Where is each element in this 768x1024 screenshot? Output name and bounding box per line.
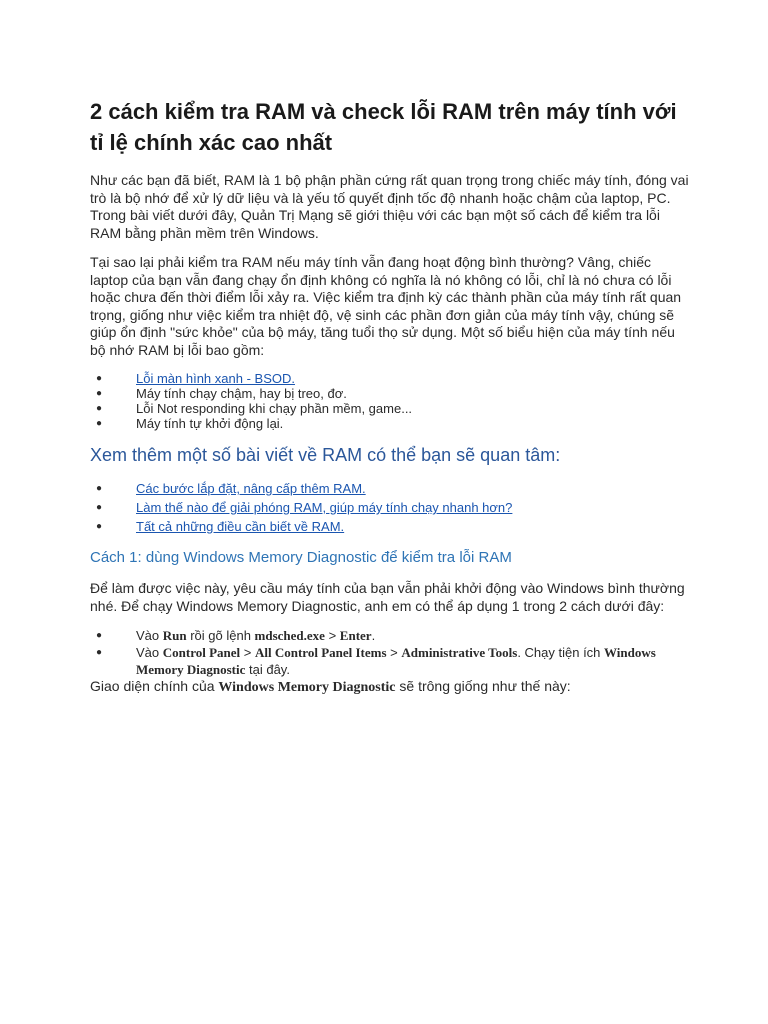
list-item [90, 479, 690, 498]
enter-label: Enter [339, 628, 372, 643]
closing-text: sẽ trông giống như thế này: [395, 678, 571, 694]
method1-intro: Để làm được việc này, yêu cầu máy tính của bạn vẫn phải khởi động vào Windows bình thường nhé. Để chạy Windows Memory Diagnostic, anh em có thể áp dụng 1 trong 2 cách dưới đây: [90, 580, 685, 614]
step-text: > [324, 628, 340, 643]
list-item [90, 401, 690, 416]
symptom-text: Máy tính tự khởi động lại. [136, 416, 284, 431]
symptom-text: Máy tính chạy chậm, hay bị treo, đơ. [136, 386, 347, 401]
control-panel-label: Control Panel [162, 645, 241, 660]
step-text: tại đây. [245, 662, 290, 677]
list-item [90, 517, 690, 536]
related-link-free-ram[interactable]: Làm thế nào để giải phóng RAM, giúp máy tính chạy nhanh hơn? [136, 500, 513, 515]
list-item [90, 498, 690, 517]
run-label: Run [162, 628, 187, 643]
related-links-list [90, 479, 690, 536]
closing-text: Giao diện chính của [90, 678, 219, 694]
closing-paragraph [90, 678, 690, 697]
step-text: > [386, 645, 402, 660]
bullet-icon: ● [96, 647, 103, 658]
all-items-label: All Control Panel Items [254, 645, 387, 660]
list-item [90, 371, 690, 386]
bullet-icon: ● [96, 388, 103, 399]
list-item [90, 386, 690, 401]
bullet-icon: ● [96, 630, 103, 641]
bullet-icon: ● [96, 521, 103, 532]
symptom-text: Lỗi Not responding khi chạy phần mềm, game... [136, 401, 413, 416]
reason-paragraph: Tại sao lại phải kiểm tra RAM nếu máy tính vẫn đang hoạt động bình thường? Vâng, chiếc laptop của bạn vẫn đang chạy ổn định không có nghĩa là nó không có lỗi, chỉ là nó chưa có lỗi hoặc chưa đến thời điểm lỗi xảy ra. Việc kiểm tra định kỳ các thành phần của máy tính rất quan trọng, giống như việc kiểm tra nhiệt độ, vệ sinh các phần đơn giản của máy tính vậy, chúng sẽ giúp ổn định "sức khỏe" của bộ máy, tăng tuổi thọ sử dụng. Một số biểu hiện của máy tính nếu bộ nhớ RAM bị lỗi bao gồm: [90, 254, 682, 358]
bullet-icon: ● [96, 483, 103, 494]
wmd-label: Windows Memory Diagnostic [136, 645, 656, 677]
step-text: Vào [136, 645, 163, 660]
list-item [90, 627, 690, 644]
related-heading: Xem thêm một số bài viết về RAM có thể bạn sẽ quan tâm: [90, 445, 561, 465]
step-text: > [240, 645, 255, 660]
wmd-label: Windows Memory Diagnostic [218, 680, 396, 695]
method1-heading: Cách 1: dùng Windows Memory Diagnostic để kiểm tra lỗi RAM [90, 549, 512, 566]
command-text: mdsched.exe [254, 628, 325, 643]
article-title: 2 cách kiểm tra RAM và check lỗi RAM trên máy tính với tỉ lệ chính xác cao nhất [90, 99, 677, 155]
article-body [90, 96, 690, 709]
intro-paragraph: Như các bạn đã biết, RAM là 1 bộ phận phần cứng rất quan trọng trong chiếc máy tính, đóng vai trò là bộ nhớ để xử lý dữ liệu và là yếu tố quyết định tốc độ nhanh hoặc chậm của laptop, PC. Trong bài viết dưới đây, Quản Trị Mạng sẽ giới thiệu với các bạn một số cách để kiểm tra lỗi RAM bằng phần mềm trên Windows. [90, 172, 689, 241]
bullet-icon: ● [96, 502, 103, 513]
bsod-link[interactable]: Lỗi màn hình xanh - BSOD. [136, 371, 295, 386]
step-text: Vào [136, 628, 163, 643]
bullet-icon: ● [96, 403, 103, 414]
step-text: . [371, 628, 376, 643]
list-item [90, 644, 690, 678]
list-item [90, 416, 690, 431]
step-text: . Chạy tiện ích [517, 645, 605, 660]
bullet-icon: ● [96, 418, 103, 429]
bullet-icon: ● [96, 373, 103, 384]
steps-list [90, 627, 690, 678]
related-link-upgrade-ram[interactable]: Các bước lắp đặt, nâng cấp thêm RAM. [136, 481, 366, 496]
step-text: rồi gõ lệnh [186, 628, 255, 643]
related-link-about-ram[interactable]: Tất cả những điều cần biết về RAM. [136, 519, 345, 534]
admin-tools-label: Administrative Tools [401, 645, 518, 660]
symptoms-list [90, 371, 690, 431]
